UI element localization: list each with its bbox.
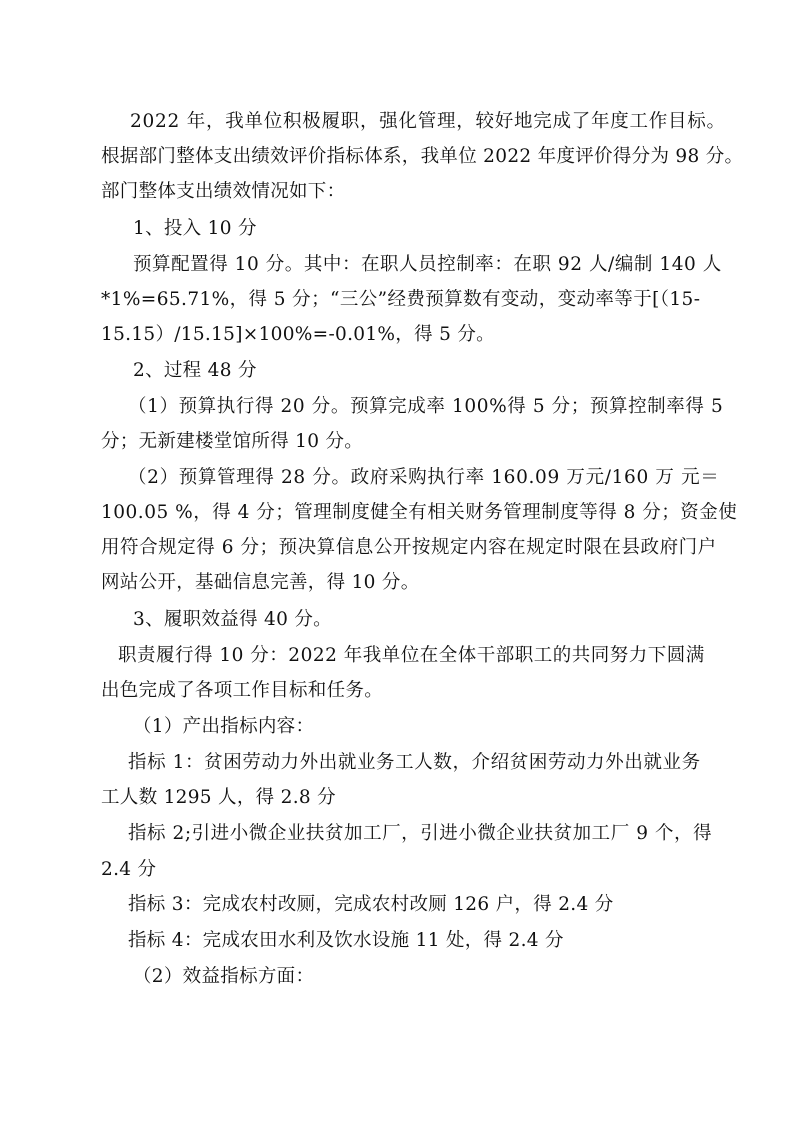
- indicator-4: 指标 4：完成农田水利及饮水设施 11 处，得 2.4 分: [128, 930, 564, 951]
- intro-paragraph-line-1: 2022 年，我单位积极履职，强化管理，较好地完成了年度工作目标。: [130, 111, 726, 132]
- indicator-2-line-2: 2.4 分: [101, 859, 157, 880]
- input-paragraph-line-1: 预算配置得 10 分。其中：在职人员控制率：在职 92 人/编制 140 人: [133, 254, 722, 275]
- intro-paragraph-line-3: 部门整体支出绩效情况如下：: [101, 181, 346, 202]
- indicator-1-line-1: 指标 1：贫困劳动力外出就业务工人数，介绍贫困劳动力外出就业务: [128, 752, 701, 773]
- process-execution-line-2: 分；无新建楼堂馆所得 10 分。: [101, 431, 364, 452]
- process-management-line-1: （2）预算管理得 28 分。政府采购执行率 160.09 万元/160 万 元＝: [128, 467, 720, 488]
- input-paragraph-line-2: *1%=65.71%，得 5 分；“三公”经费预算数有变动，变动率等于[（15-: [101, 289, 701, 310]
- section-heading-process: 2、过程 48 分: [133, 360, 257, 381]
- process-management-line-2: 100.05 %，得 4 分；管理制度健全有相关财务管理制度等得 8 分；资金使: [101, 502, 738, 523]
- benefit-indicators-heading: （2）效益指标方面：: [133, 966, 315, 987]
- indicator-1-line-2: 工人数 1295 人，得 2.8 分: [101, 787, 336, 808]
- indicator-3: 指标 3：完成农村改厕，完成农村改厕 126 户，得 2.4 分: [128, 894, 614, 915]
- section-heading-input: 1、投入 10 分: [133, 218, 257, 239]
- process-management-line-4: 网站公开，基础信息完善，得 10 分。: [101, 572, 420, 593]
- process-execution-line-1: （1）预算执行得 20 分。预算完成率 100%得 5 分；预算控制率得 5: [128, 396, 724, 417]
- performance-paragraph-line-1: 职责履行得 10 分：2022 年我单位在全体干部职工的共同努力下圆满: [118, 645, 705, 666]
- performance-paragraph-line-2: 出色完成了各项工作目标和任务。: [101, 680, 384, 701]
- input-paragraph-line-3: 15.15）/15.15]×100%=-0.01%，得 5 分。: [101, 324, 495, 345]
- process-management-line-3: 用符合规定得 6 分；预决算信息公开按规定内容在规定时限在县政府门户: [101, 537, 717, 558]
- section-heading-performance: 3、履职效益得 40 分。: [133, 609, 332, 630]
- output-indicators-heading: （1）产出指标内容：: [133, 716, 315, 737]
- intro-paragraph-line-2: 根据部门整体支出绩效评价指标体系，我单位 2022 年度评价得分为 98 分。: [101, 146, 744, 167]
- indicator-2-line-1: 指标 2;引进小微企业扶贫加工厂，引进小微企业扶贫加工厂 9 个，得: [128, 823, 713, 844]
